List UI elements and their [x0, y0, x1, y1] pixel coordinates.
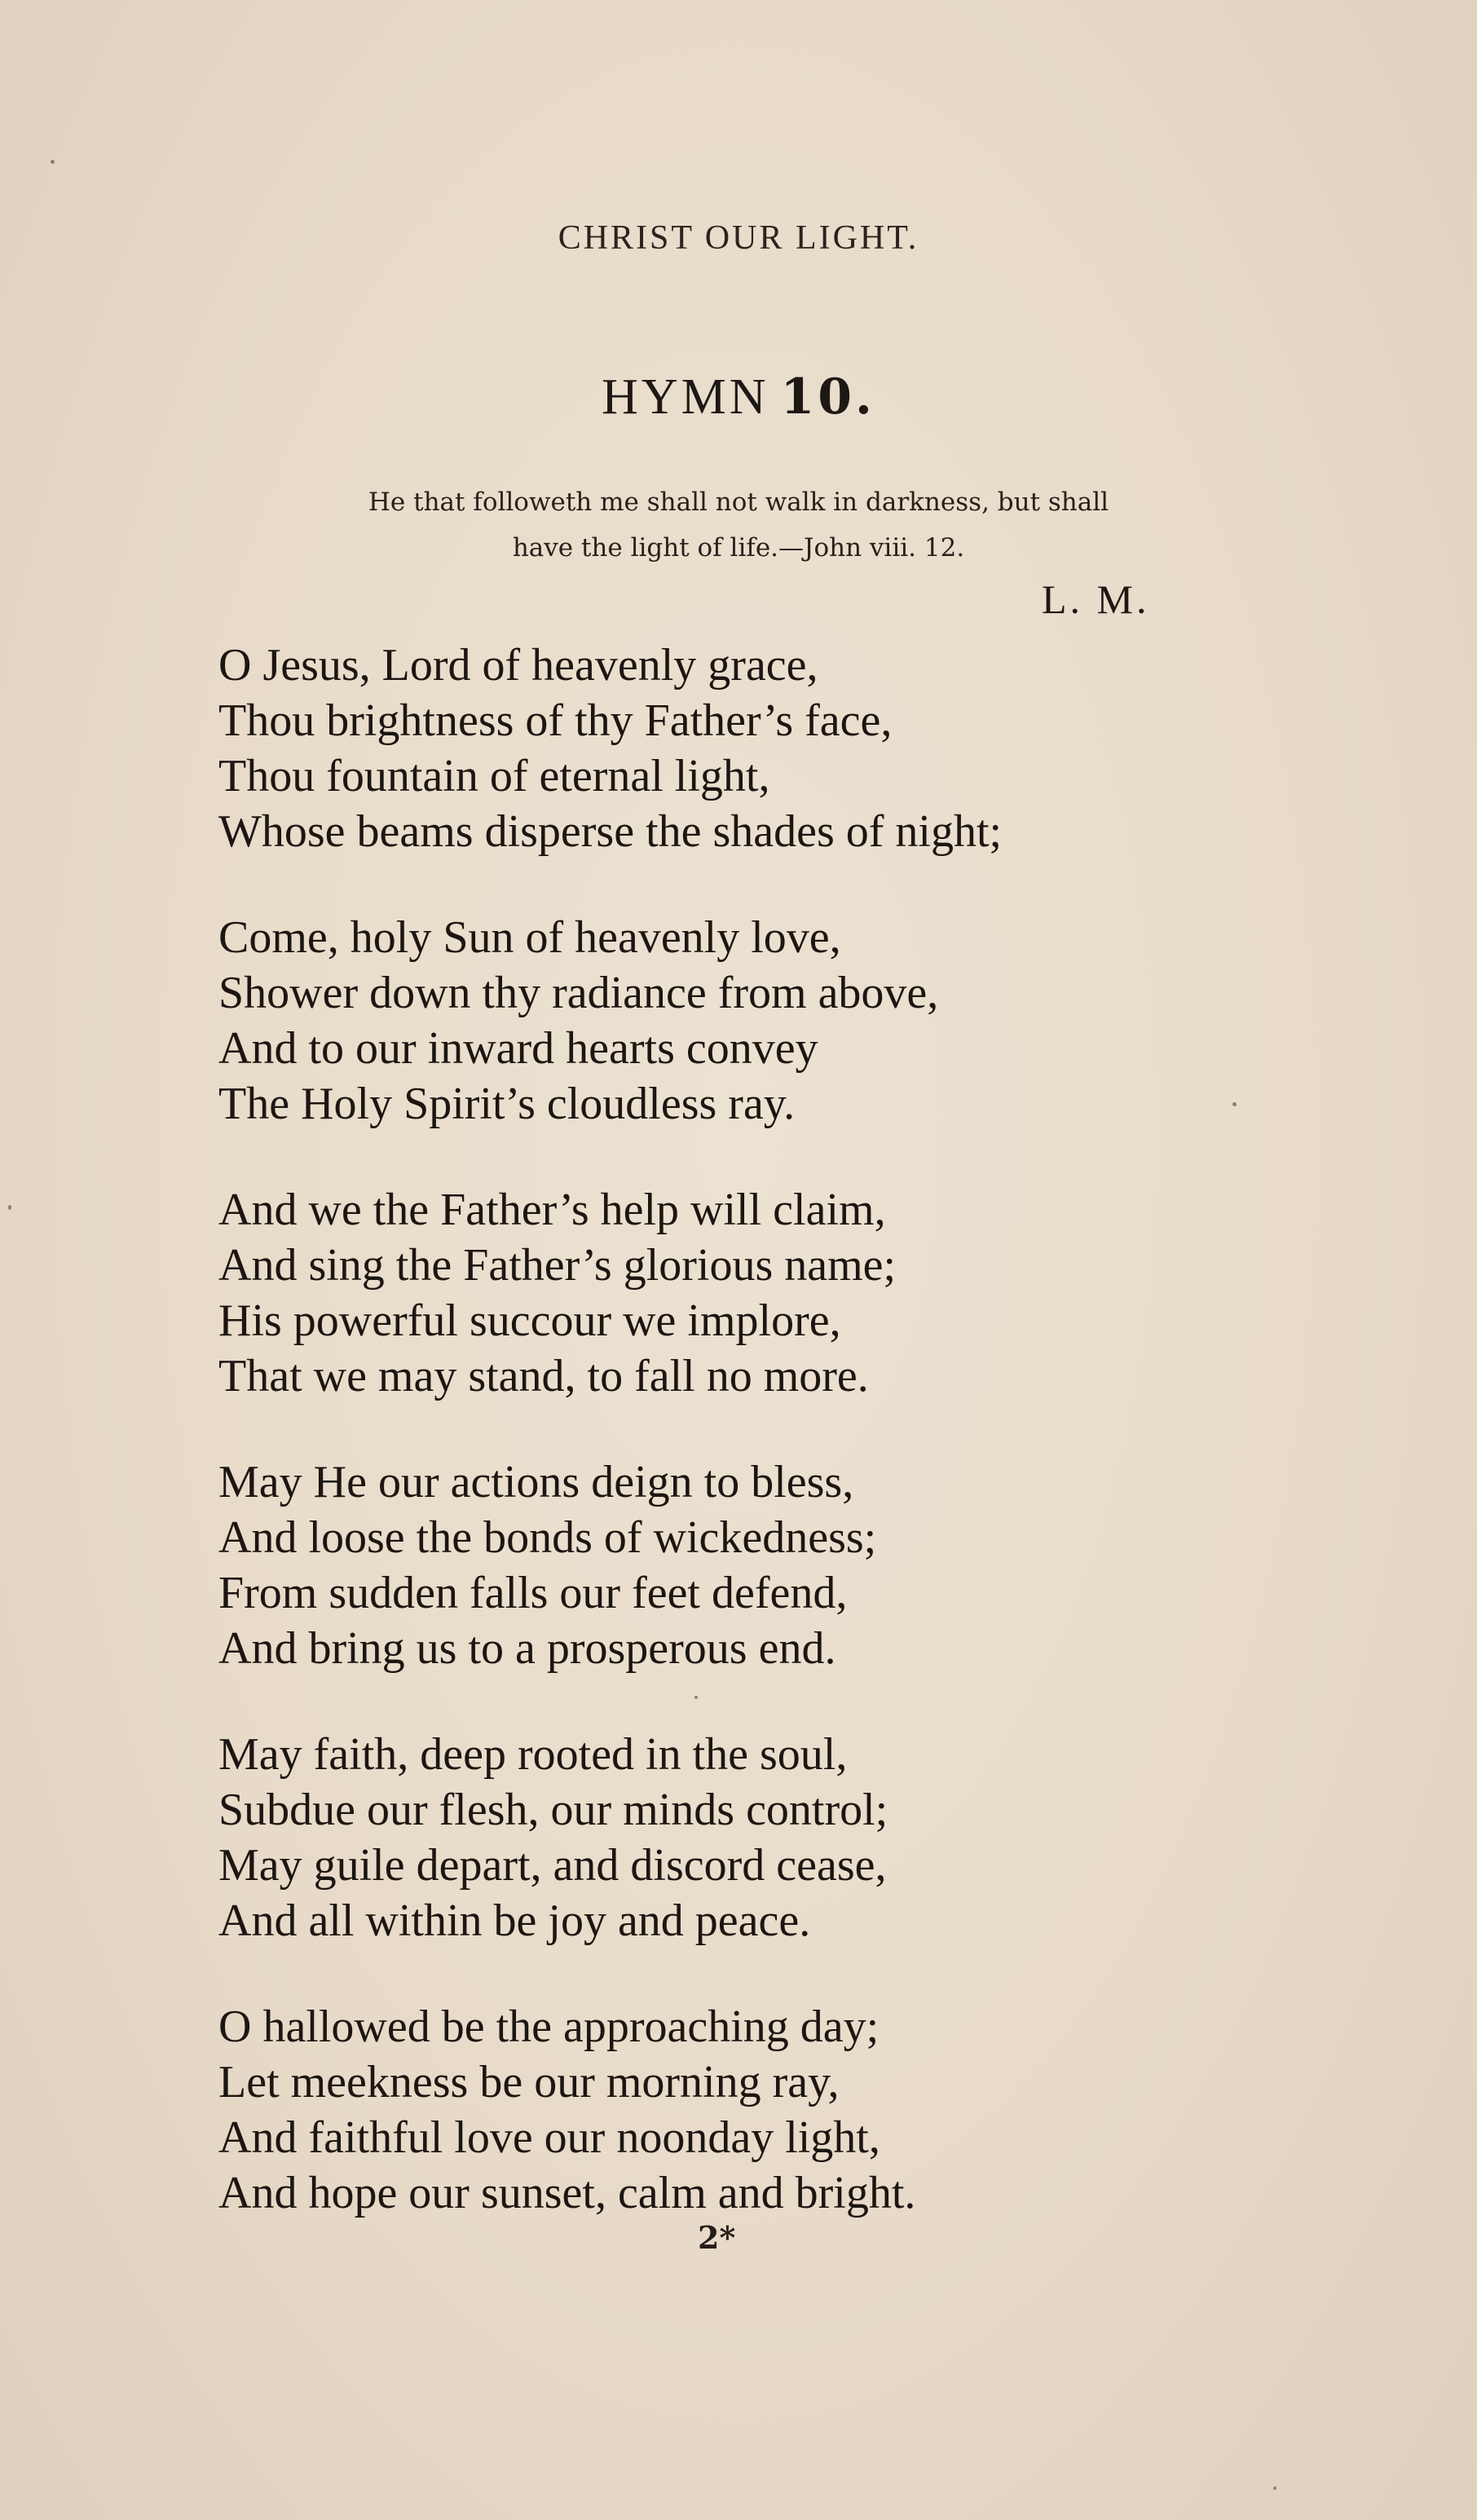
verse-line: May faith, deep rooted in the soul,: [218, 1729, 848, 1780]
stanza-5: [218, 1727, 1278, 1948]
paper-speck: [8, 1205, 11, 1210]
verse-line: Thou fountain of eternal light,: [218, 751, 770, 801]
page-signature: 2*: [698, 2219, 736, 2256]
verse-line: Let meekness be our morning ray,: [218, 2057, 840, 2107]
verse-line: O Jesus, Lord of heavenly grace,: [218, 640, 818, 691]
verse-line: And loose the bonds of wickedness;: [218, 1512, 877, 1563]
verse-line: His powerful succour we implore,: [218, 1295, 841, 1346]
verse-line: Thou brightness of thy Father’s face,: [218, 695, 893, 746]
epigraph-line: He that followeth me shall not walk in darkness, but shall: [368, 488, 1109, 517]
verse-line: Whose beams disperse the shades of night;: [218, 806, 1003, 857]
verse-line: From sudden falls our feet defend,: [218, 1568, 848, 1618]
hymn-title: [0, 369, 1477, 426]
verse-line: O hallowed be the approaching day;: [218, 2001, 880, 2052]
verse-line: And faithful love our noonday light,: [218, 2112, 880, 2163]
verse-line: May He our actions deign to bless,: [218, 1457, 854, 1507]
paper-speck: [1232, 1102, 1237, 1106]
meter-label: L. M.: [1042, 576, 1150, 622]
hymn-label: HYMN: [602, 369, 769, 425]
stanza-6: [218, 1999, 1278, 2221]
paper-speck: [1273, 2487, 1276, 2490]
stanza-1: [218, 638, 1278, 859]
epigraph-line: have the light of life.—John viii. 12.: [512, 533, 965, 563]
verse-line: Come, holy Sun of heavenly love,: [218, 912, 841, 963]
stanza-4: [218, 1454, 1278, 1676]
verse-line: And to our inward hearts convey: [218, 1023, 818, 1074]
verse-line: And we the Father’s help will claim,: [218, 1185, 886, 1235]
verse-line: May guile depart, and discord cease,: [218, 1840, 887, 1891]
hymn-verses: [218, 638, 1278, 2271]
epigraph: [0, 479, 1477, 571]
hymn-number: 10.: [780, 369, 875, 426]
verse-line: And hope our sunset, calm and bright.: [218, 2168, 916, 2218]
verse-line: Shower down thy radiance from above,: [218, 968, 939, 1018]
paper-speck: [51, 160, 55, 164]
stanza-3: [218, 1182, 1278, 1404]
verse-line: And all within be joy and peace.: [218, 1896, 811, 1946]
verse-line: That we may stand, to fall no more.: [218, 1351, 869, 1401]
paper-speck: [694, 1696, 698, 1699]
verse-line: The Holy Spirit’s cloudless ray.: [218, 1079, 796, 1129]
stanza-2: [218, 910, 1278, 1132]
running-head: CHRIST OUR LIGHT.: [558, 219, 919, 257]
verse-line: And bring us to a prosperous end.: [218, 1623, 836, 1674]
verse-line: Subdue our flesh, our minds control;: [218, 1785, 888, 1835]
verse-line: And sing the Father’s glorious name;: [218, 1240, 897, 1291]
